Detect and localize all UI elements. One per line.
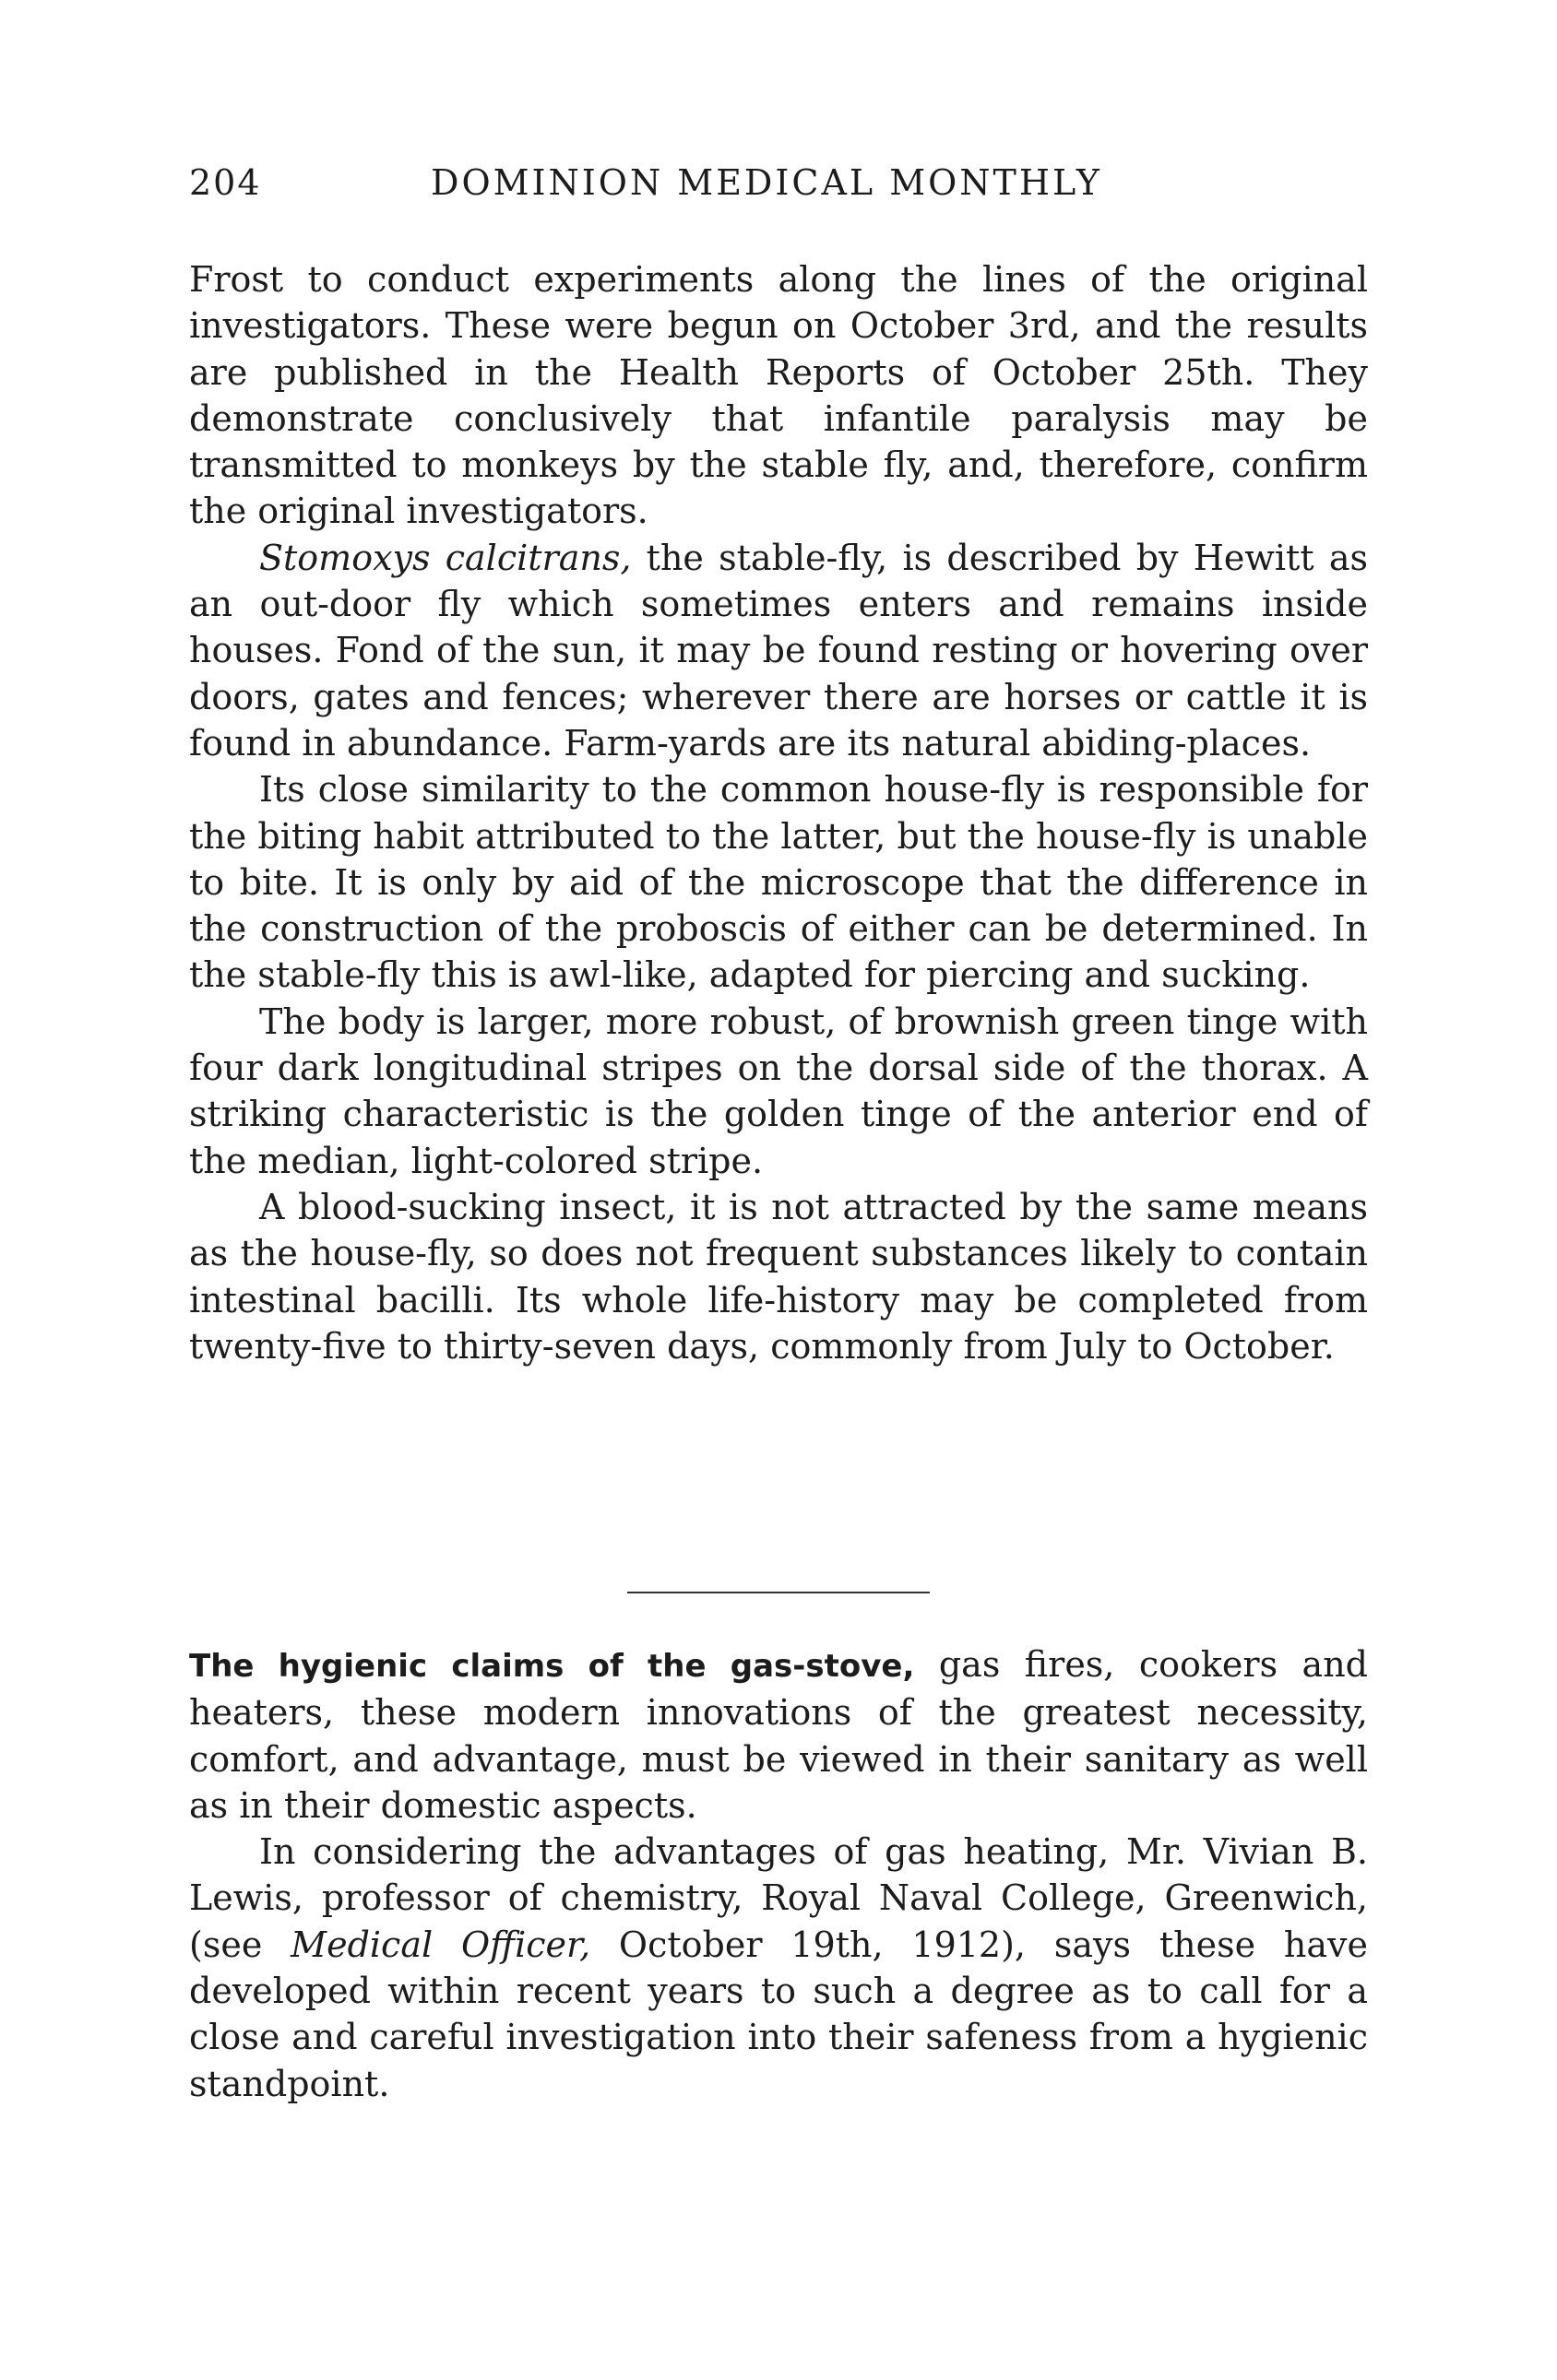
paragraph bbox=[189, 1829, 1368, 2107]
paragraph bbox=[189, 535, 1368, 766]
paragraph: Frost to conduct experiments along the lines of the original investigators. These were begun on October 3rd, and the results are published in the Health Reports of October 25th. They demonstrate conclusively that infantile paralysis may be transmitted to monkeys by the stable fly, and, therefore, confirm the original investigators. bbox=[189, 259, 1368, 532]
paragraph-text: October 19th, 1912), says these have developed within recent years to such a degree as to call for a close and careful investigation into their safeness from a hygienic standpoint. bbox=[189, 1924, 1368, 2104]
publication-title: Medical Officer, bbox=[291, 1924, 591, 1965]
paragraph-text: gas fires, cookers and heaters, these modern innovations of the greatest necessity, comfort, and advantage, must be viewed in their sanitary as well as in their domestic aspects. bbox=[189, 1644, 1368, 1826]
paragraph: The body is larger, more robust, of brownish green tinge with four dark longitudinal stripes on the dorsal side of the thorax. A striking characteristic is the golden tinge of the anterior end of the median, light-colored stripe. bbox=[189, 1001, 1368, 1181]
article-stable-fly bbox=[189, 256, 1368, 1369]
paragraph-text: the stable-fly, is described by Hewitt as an out-door fly which sometimes enters and remains inside houses. Fond of the sun, it may be found resting or hovering over doors, gates and fences; wherever there are horses or cattle it is found in abundance. Farm-yards are its natural abiding-places. bbox=[189, 537, 1368, 764]
journal-title: DOMINION MEDICAL MONTHLY bbox=[431, 162, 1102, 203]
page-number: 204 bbox=[189, 162, 262, 203]
paragraph-text: In considering the advantages of gas heating, Mr. Vivian B. Lewis, professor of chemistry, Royal Naval College, Greenwich, (see bbox=[189, 1831, 1368, 1965]
paragraph bbox=[189, 1641, 1368, 1829]
article-lead-heading: The hygienic claims of the gas-stove, bbox=[189, 1648, 915, 1685]
article-gas-stove bbox=[189, 1641, 1368, 2107]
paragraph: A blood-sucking insect, it is not attracted by the same means as the house-fly, so does not frequent substances likely to contain intestinal bacilli. Its whole life-history may be completed from twenty-five to thirty-seven days, commonly from July to October. bbox=[189, 1186, 1368, 1367]
paragraph: Its close similarity to the common house-fly is responsible for the biting habit attributed to the latter, but the house-fly is unable to bite. It is only by aid of the microscope that the difference in the construction of the proboscis of either can be determined. In the stable-fly this is awl-like, adapted for piercing and sucking. bbox=[189, 769, 1368, 996]
species-name: Stomoxys calcitrans, bbox=[259, 537, 632, 578]
running-header bbox=[189, 162, 1370, 218]
section-divider bbox=[627, 1592, 930, 1593]
